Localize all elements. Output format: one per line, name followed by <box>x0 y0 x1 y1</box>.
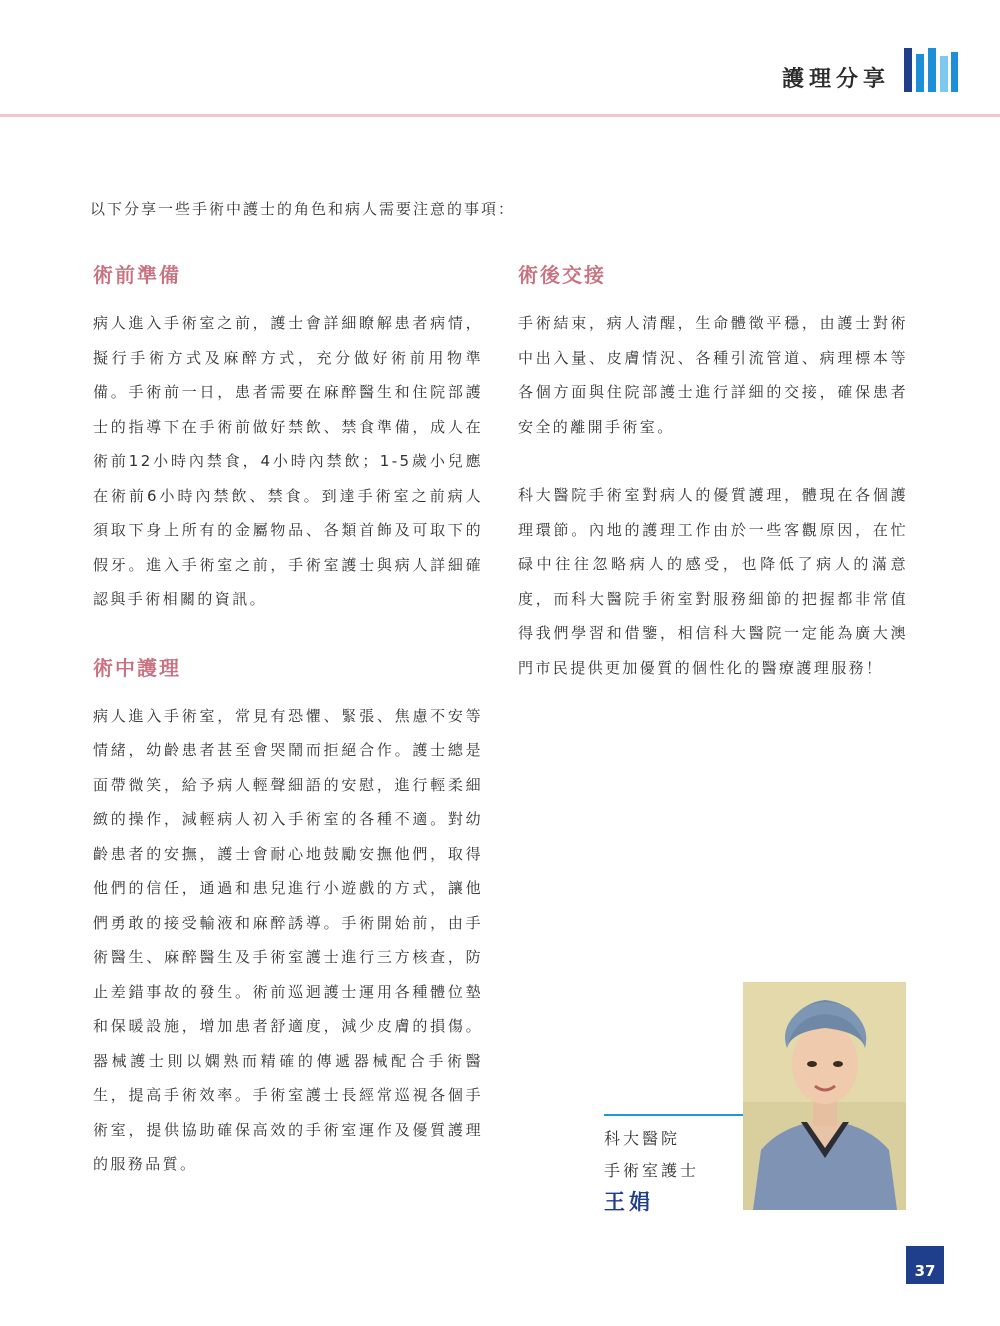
header-divider <box>0 114 1000 117</box>
intraop-heading: 術中護理 <box>93 655 181 680</box>
intraop-body: 病人進入手術室，常見有恐懼、緊張、焦慮不安等情緒，幼齡患者甚至會哭鬧而拒絕合作。護士總是面帶微笑，給予病人輕聲細語的安慰，進行輕柔細緻的操作，減輕病人初入手術室的各種不適。對幼齡患者的安撫，護士會耐心地鼓勵安撫他們，取得他們的信任，通過和患兒進行小遊戲的方式，讓他們勇敢的接受輸液和麻醉誘導。手術開始前，由手術醫生、麻醉醫生及手術室護士進行三方核查，防止差錯事故的發生。術前巡迴護士運用各種體位墊和保暖設施，增加患者舒適度，減少皮膚的損傷。器械護士則以嫻熟而精確的傳遞器械配合手術醫生，提高手術效率。手術室護士長經常巡視各個手術室，提供協助確保高效的手術室運作及優質護理的服務品質。 <box>93 706 483 1173</box>
page-number: 37 <box>906 1246 944 1284</box>
author-organization: 科大醫院 <box>604 1129 681 1148</box>
author-name: 王娟 <box>604 1190 654 1214</box>
postop-heading: 術後交接 <box>518 263 606 287</box>
author-photo <box>743 982 906 1210</box>
closing-paragraph: 科大醫院手術室對病人的優質護理，體現在各個護理環節。內地的護理工作由於一些客觀原因，在忙碌中往往忽略病人的感受，也降低了病人的滿意度，而科大醫院手術室對服務細節的把握都非常值得我們學習和借鑒，相信科大醫院一定能為廣大澳門市民提供更加優質的個性化的醫療護理服務！ <box>518 486 908 677</box>
section-header-title: 護理分享 <box>781 67 890 92</box>
left-column <box>93 260 483 1182</box>
preop-heading: 術前準備 <box>93 263 181 287</box>
author-role: 手術室護士 <box>604 1161 700 1180</box>
preop-body: 病人進入手術室之前，護士會詳細瞭解患者病情，擬行手術方式及麻醉方式，充分做好術前用物準備。手術前一日，患者需要在麻醉醫生和住院部護士的指導下在手術前做好禁飲、禁食準備，成人在術前12小時內禁食，4小時內禁飲；1-5歲小兒應在術前6小時內禁飲、禁食。到達手術室之前病人須取下身上所有的金屬物品、各類首飾及可取下的假牙。進入手術室之前，手術室護士與病人詳細確認與手術相關的資訊。 <box>93 314 483 608</box>
intro-text: 以下分享一些手術中護士的角色和病人需要注意的事項： <box>90 200 516 218</box>
bar-logo-icon <box>904 46 958 94</box>
postop-body: 手術結束，病人清醒，生命體徵平穩，由護士對術中出入量、皮膚情況、各種引流管道、病理標本等各個方面與住院部護士進行詳細的交接，確保患者安全的離開手術室。 <box>518 314 908 436</box>
right-column <box>518 260 908 685</box>
credit-divider <box>604 1114 744 1116</box>
